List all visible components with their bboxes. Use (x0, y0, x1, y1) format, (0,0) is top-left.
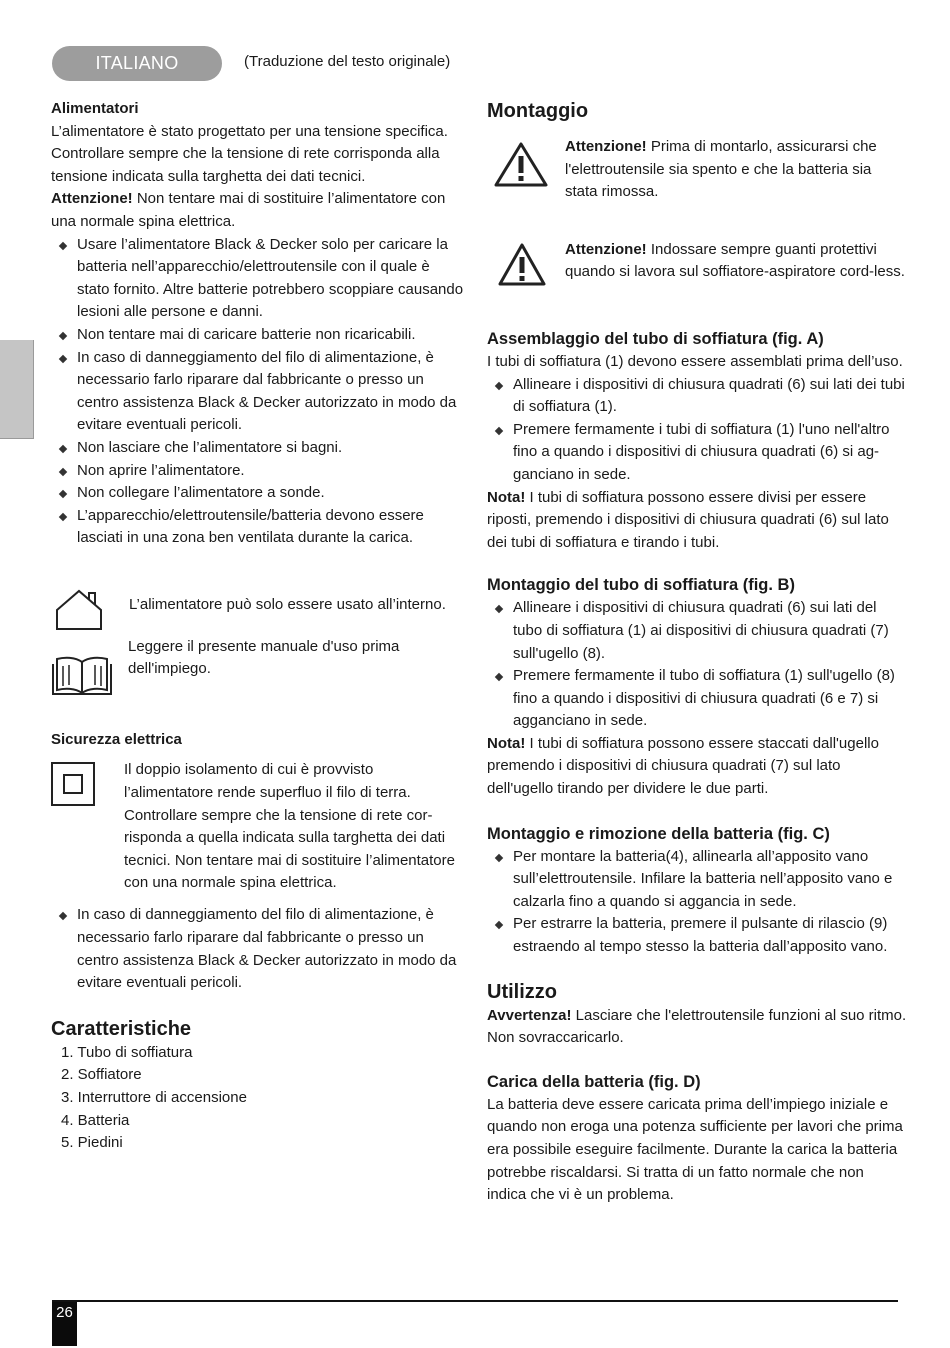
list-item: Non tentare mai di caricare batterie non ricaricabili. (51, 324, 466, 347)
bullet-diamond-icon (59, 467, 67, 475)
list-item: Allineare i dispositivi di chiusura quadrati (6) sui lati dei tubi di soffiatura (1). (487, 374, 907, 419)
bullet-diamond-icon (59, 490, 67, 498)
battery-mounting-heading: Montaggio e rimozione della batteria (fig. C) (487, 824, 830, 843)
warning-label: Attenzione! (565, 240, 647, 258)
note-label: Nota! (487, 734, 526, 752)
list-item: 4. Batteria (61, 1111, 130, 1129)
warning-triangle-icon (497, 241, 547, 295)
bullet-diamond-icon (495, 381, 503, 389)
double-insulation-row (51, 759, 466, 907)
list-item: Premere fermamente i tubi di soffiatura (1) l'uno nell'altro fino a quando i dispositivi di chiusura quadrati (6) si ag-ganciano in sede. (487, 419, 907, 487)
use-heading: Utilizzo (487, 980, 557, 1003)
bullet-diamond-icon (495, 427, 503, 435)
tube-assembly-intro: I tubi di soffiatura (1) devono essere assemblati prima dell’uso. (487, 352, 903, 370)
note-text: I tubi di soffiatura possono essere divisi per essere riposti, premendo i dispositivi di chiusura quadrati (6) sul lato dei tubi di soffiatura e tirando i tubi. (487, 488, 889, 551)
warning-text: Lasciare che l'elettroutensile funzioni al suo ritmo. Non sovraccaricarlo. (487, 1006, 907, 1047)
note-label: Nota! (487, 488, 526, 506)
electrical-safety-heading: Sicurezza elettrica (51, 730, 182, 748)
assembly-warning-1 (487, 136, 907, 204)
charging-heading: Carica della batteria (fig. D) (487, 1072, 701, 1091)
electrical-safety-bullet-list (51, 904, 466, 994)
list-item: Usare l’alimentatore Black & Decker solo per caricare la batteria nell’apparecchio/elettroutensile con il quale è stato fornito. Altre batterie potrebbero scoppiare causando lesioni alle persone e danni. (51, 234, 466, 324)
list-item: Non lasciare che l’alimentatore si bagni. (51, 437, 466, 460)
bullet-diamond-icon (59, 445, 67, 453)
bullet-diamond-icon (59, 512, 67, 520)
warning-label: Attenzione! (51, 190, 133, 208)
warning-label: Avvertenza! (487, 1006, 572, 1024)
warning-triangle-icon (493, 140, 549, 196)
bullet-diamond-icon (59, 354, 67, 362)
list-item: 3. Interruttore di accensione (61, 1089, 247, 1107)
double-insulation-text: Il doppio isolamento di cui è provvisto l’alimentatore rende superfluo il filo di terra. Controllare sempre che la tensione di rete cor-risponda a quella indicata sulla targhetta dei dati tecnici. Non tentare mai di sostituire l’alimentatore con una normale spina elettrica. (124, 761, 455, 892)
left-column (51, 98, 466, 1155)
open-book-icon (51, 654, 113, 704)
tube-assembly-heading: Assemblaggio del tubo di soffiatura (fig. A) (487, 329, 824, 348)
warning-text: Indossare sempre guanti protettivi quando si lavora sul soffiatore-aspiratore cord-less. (565, 240, 905, 281)
language-tab: ITALIANO (52, 46, 222, 81)
assembly-warning-2 (487, 239, 907, 284)
tube-mounting-heading: Montaggio del tubo di soffiatura (fig. B) (487, 576, 795, 595)
bullet-diamond-icon (59, 912, 67, 920)
footer-rule (52, 1300, 898, 1302)
chargers-warning (51, 188, 466, 233)
chargers-bullet-list (51, 234, 466, 550)
warning-text: Non tentare mai di sostituire l’alimentatore con una normale spina elettrica. (51, 190, 446, 230)
bullet-diamond-icon (59, 332, 67, 340)
bullet-diamond-icon (59, 241, 67, 249)
list-item: 2. Soffiatore (61, 1066, 142, 1084)
features-list (51, 1042, 466, 1155)
tube-mounting-bullet-list (487, 597, 907, 733)
chargers-intro: L’alimentatore è stato progettato per una tensione specifica. Controllare sempre che la tensione di rete corrisponda alla tensione indicata sulla targhetta dei dati tecnici. (51, 122, 448, 185)
use-warning (487, 1005, 907, 1050)
list-item: Per estrarre la batteria, premere il pulsante di rilascio (9) estraendo al tempo stesso la batteria dall’apposito vano. (487, 913, 907, 958)
indoor-use-row (51, 592, 466, 640)
features-heading: Caratteristiche (51, 1017, 192, 1040)
tube-assembly-bullet-list (487, 374, 907, 487)
list-item: 5. Piedini (61, 1134, 123, 1152)
bullet-diamond-icon (495, 921, 503, 929)
indoor-use-text: L’alimentatore può solo essere usato all’interno. (129, 595, 446, 613)
page-number: 26 (52, 1302, 77, 1346)
list-item: In caso di danneggiamento del filo di alimentazione, è necessario farlo riparare dal fabbricante o presso un centro assistenza Black & Decker autorizzato in modo da evitare eventuali pericoli. (51, 904, 466, 994)
list-item: Allineare i dispositivi di chiusura quadrati (6) sui lati del tubo di soffiatura (1) ai dispositivi di chiusura quadrati (7) sull'ugello (8). (487, 597, 907, 665)
house-icon (51, 588, 107, 640)
list-item: Non collegare l’alimentatore a sonde. (51, 482, 466, 505)
side-section-marker (0, 340, 34, 439)
right-column (487, 98, 907, 1207)
note-text: I tubi di soffiatura possono essere staccati dall'ugello premendo i dispositivi di chiusura quadrati (7) sul lato dell'ugello tirando per dividere le due parti. (487, 734, 879, 798)
bullet-diamond-icon (495, 673, 503, 681)
tube-mounting-note (487, 733, 907, 801)
list-item: Per montare la batteria(4), allinearla all’apposito vano sull’elettroutensile. Infilare la batteria nell’apposito vano e calzarla fino a quando si aggancia in sede. (487, 846, 907, 914)
translation-note: (Traduzione del testo originale) (244, 53, 451, 70)
bullet-diamond-icon (495, 853, 503, 861)
list-item: Non aprire l’alimentatore. (51, 460, 466, 483)
list-item: Premere fermamente il tubo di soffiatura (1) sull'ugello (8) fino a quando i dispositivi di chiusura quadrati (6 e 7) si agganciano in sede. (487, 665, 907, 733)
list-item: L’apparecchio/elettroutensile/batteria devono essere lasciati in una zona ben ventilata durante la carica. (51, 505, 466, 550)
charging-text: La batteria deve essere caricata prima dell’impiego iniziale e quando non eroga una potenza sufficiente per lavori che prima era possibile eseguire facilmente. Durante la carica la batteria potrebbe riscaldarsi. Si tratta di un fatto normale che non indica che vi è un problema. (487, 1095, 903, 1204)
tube-assembly-note (487, 487, 907, 555)
assembly-heading: Montaggio (487, 100, 589, 122)
double-insulation-icon (48, 759, 98, 817)
bullet-diamond-icon (495, 605, 503, 613)
read-manual-row (51, 636, 466, 706)
battery-mounting-bullet-list (487, 846, 907, 959)
list-item: In caso di danneggiamento del filo di alimentazione, è necessario farlo riparare dal fabbricante o presso un centro assistenza Black & Decker autorizzato in modo da evitare eventuali pericoli. (51, 347, 466, 437)
read-manual-text: Leggere il presente manuale d'uso prima dell'impiego. (128, 637, 400, 678)
chargers-heading: Alimentatori (51, 100, 139, 117)
warning-label: Attenzione! (565, 138, 647, 155)
list-item: 1. Tubo di soffiatura (61, 1043, 193, 1061)
warning-text: Prima di montarlo, assicurarsi che l'elettroutensile sia spento e che la batteria sia stata rimossa. (565, 138, 877, 201)
